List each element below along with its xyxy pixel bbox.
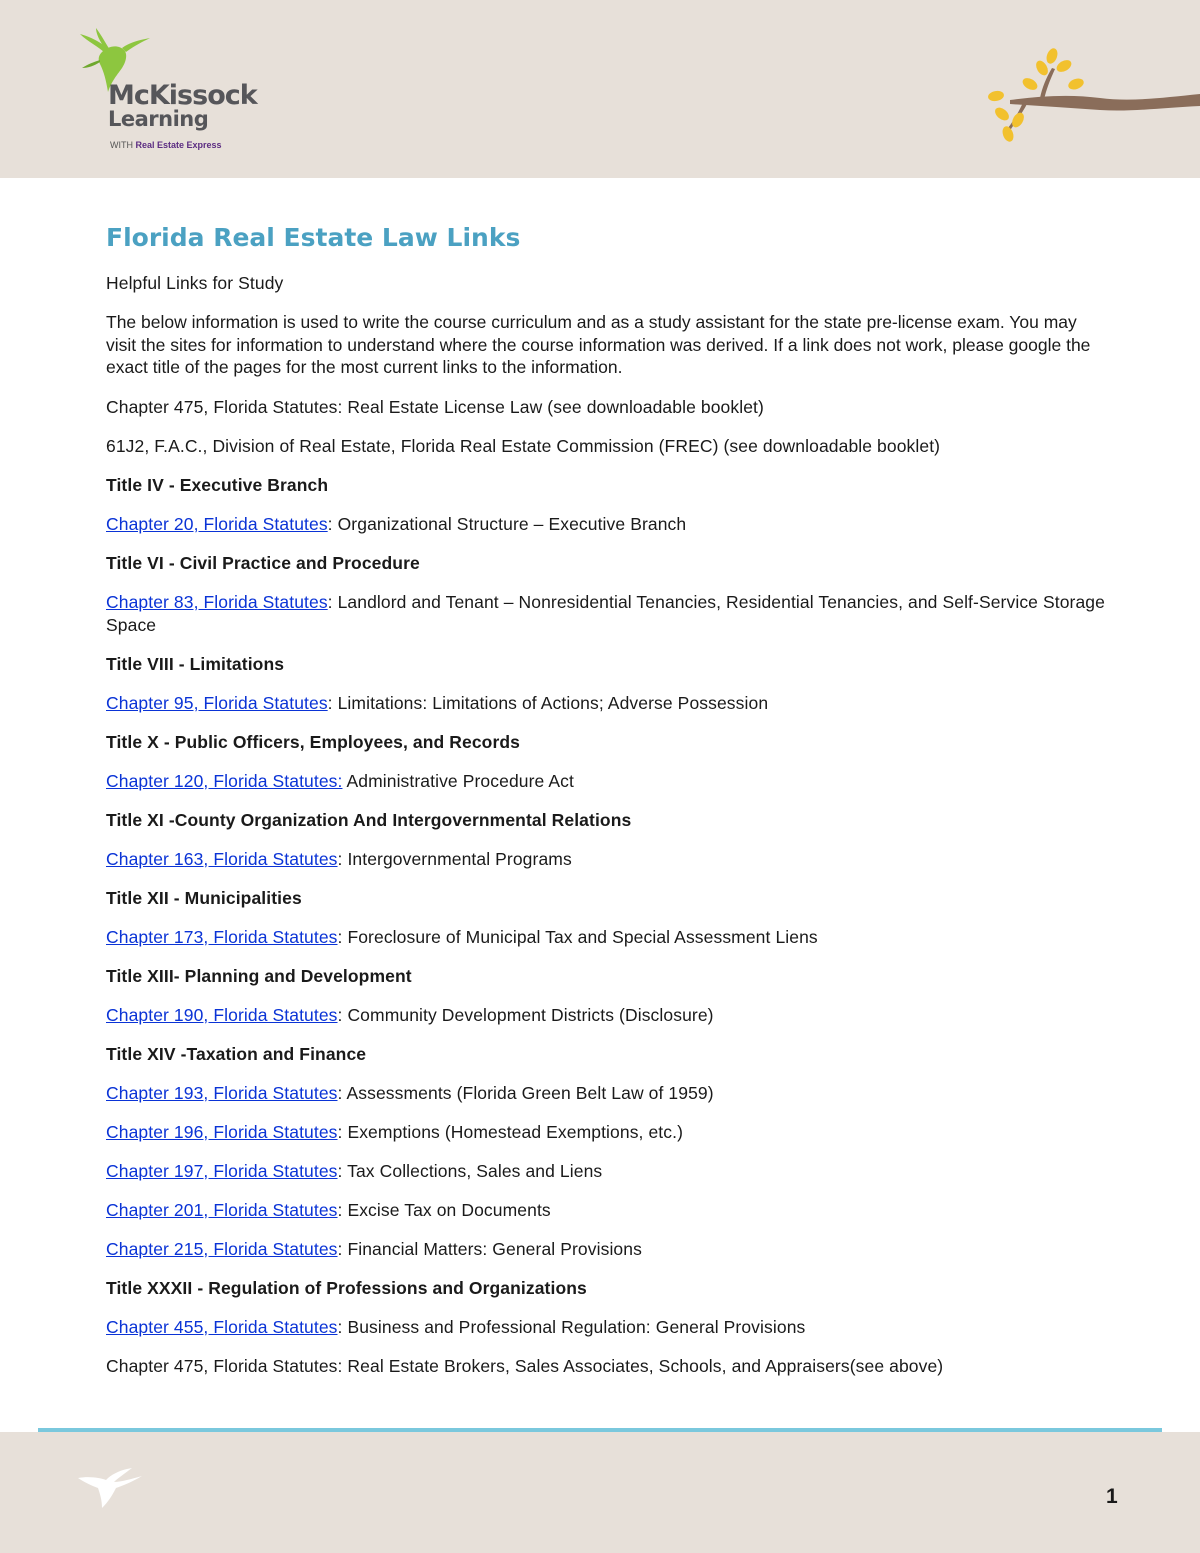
section-title: Title X - Public Officers, Employees, and Records bbox=[106, 731, 521, 752]
statute-entry bbox=[106, 1238, 1106, 1261]
statute-link[interactable]: Chapter 193, Florida Statutes bbox=[106, 1082, 338, 1103]
section-title: Title VI - Civil Practice and Procedure bbox=[106, 552, 420, 573]
page-number: 1 bbox=[1106, 1485, 1118, 1508]
intro-paragraph: The below information is used to write the course curriculum and as a study assistant for the state pre-license exam. You may visit the sites for information to understand where the course information was derived. If a link does not work, please google the exact title of the pages for the most current links to the information. bbox=[106, 312, 1091, 377]
statute-link[interactable]: Chapter 197, Florida Statutes bbox=[106, 1160, 338, 1181]
statute-entry bbox=[106, 926, 1106, 949]
hummingbird-footer-icon bbox=[76, 1458, 146, 1508]
statute-link[interactable]: Chapter 196, Florida Statutes bbox=[106, 1121, 338, 1142]
statute-link[interactable]: Chapter 83, Florida Statutes bbox=[106, 591, 328, 612]
statute-description: : Financial Matters: General Provisions bbox=[337, 1238, 642, 1259]
statute-link[interactable]: Chapter 95, Florida Statutes bbox=[106, 692, 328, 713]
section-title: Title XII - Municipalities bbox=[106, 887, 302, 908]
statute-link[interactable]: Chapter 173, Florida Statutes bbox=[106, 926, 338, 947]
tree-branch-decoration bbox=[980, 38, 1200, 148]
statute-description: : Community Development Districts (Disclosure) bbox=[337, 1004, 714, 1025]
brand-name-line1: McKissock bbox=[108, 80, 257, 111]
statute-entry bbox=[106, 1004, 1106, 1027]
statute-entry bbox=[106, 1199, 1106, 1222]
section-title: Title VIII - Limitations bbox=[106, 653, 285, 674]
statute-description: : Landlord and Tenant – Nonresidential Tenancies, Residential Tenancies, and Self-Service Storage Space bbox=[106, 591, 1105, 635]
statute-link[interactable]: Chapter 163, Florida Statutes bbox=[106, 848, 338, 869]
statute-entry bbox=[106, 1121, 1106, 1144]
statute-entry bbox=[106, 1160, 1106, 1183]
section-title: Title XXXII - Regulation of Professions and Organizations bbox=[106, 1277, 587, 1298]
section-title: Title IV - Executive Branch bbox=[106, 474, 329, 495]
brand-name-line2: Learning bbox=[108, 107, 209, 131]
statute-link[interactable]: Chapter 201, Florida Statutes bbox=[106, 1199, 338, 1220]
statute-description: : Assessments (Florida Green Belt Law of 1959) bbox=[337, 1082, 714, 1103]
document-body bbox=[106, 222, 1106, 1394]
statute-entry bbox=[106, 591, 1106, 637]
statute-entry bbox=[106, 848, 1106, 871]
brand-tagline bbox=[110, 140, 222, 150]
statute-entry bbox=[106, 1082, 1106, 1105]
closing-line: Chapter 475, Florida Statutes: Real Estate Brokers, Sales Associates, Schools, and Appraisers(see above) bbox=[106, 1355, 944, 1376]
statute-sections bbox=[106, 474, 1106, 1339]
mckissock-logo bbox=[72, 28, 272, 158]
statute-link[interactable]: Chapter 215, Florida Statutes bbox=[106, 1238, 338, 1259]
tagline-prefix: WITH bbox=[110, 140, 133, 150]
statute-link[interactable]: Chapter 455, Florida Statutes bbox=[106, 1316, 338, 1337]
statute-entry bbox=[106, 1316, 1106, 1339]
statute-description: : Foreclosure of Municipal Tax and Special Assessment Liens bbox=[337, 926, 818, 947]
statute-entry bbox=[106, 692, 1106, 715]
statute-description: Administrative Procedure Act bbox=[342, 770, 574, 791]
statute-description: : Tax Collections, Sales and Liens bbox=[337, 1160, 603, 1181]
statute-description: : Excise Tax on Documents bbox=[337, 1199, 551, 1220]
page-title: Florida Real Estate Law Links bbox=[106, 223, 521, 252]
reference-line: 61J2, F.A.C., Division of Real Estate, Florida Real Estate Commission (FREC) (see downloadable booklet) bbox=[106, 435, 941, 456]
section-title: Title XI -County Organization And Intergovernmental Relations bbox=[106, 809, 632, 830]
statute-description: : Organizational Structure – Executive Branch bbox=[327, 513, 687, 534]
statute-link[interactable]: Chapter 190, Florida Statutes bbox=[106, 1004, 338, 1025]
statute-description: : Exemptions (Homestead Exemptions, etc.) bbox=[337, 1121, 684, 1142]
statute-description: : Business and Professional Regulation: General Provisions bbox=[337, 1316, 806, 1337]
statute-description: : Limitations: Limitations of Actions; Adverse Possession bbox=[327, 692, 769, 713]
statute-description: : Intergovernmental Programs bbox=[337, 848, 572, 869]
page-footer bbox=[0, 1432, 1200, 1553]
statute-link[interactable]: Chapter 20, Florida Statutes bbox=[106, 513, 328, 534]
tagline-brand: Real Estate Express bbox=[135, 140, 222, 150]
reference-line: Chapter 475, Florida Statutes: Real Estate License Law (see downloadable booklet) bbox=[106, 396, 764, 417]
section-title: Title XIV -Taxation and Finance bbox=[106, 1043, 367, 1064]
subtitle: Helpful Links for Study bbox=[106, 273, 284, 293]
statute-link[interactable]: Chapter 120, Florida Statutes: bbox=[106, 770, 343, 791]
section-title: Title XIII- Planning and Development bbox=[106, 965, 412, 986]
statute-entry bbox=[106, 513, 1106, 536]
statute-entry bbox=[106, 770, 1106, 793]
page-header bbox=[0, 0, 1200, 178]
